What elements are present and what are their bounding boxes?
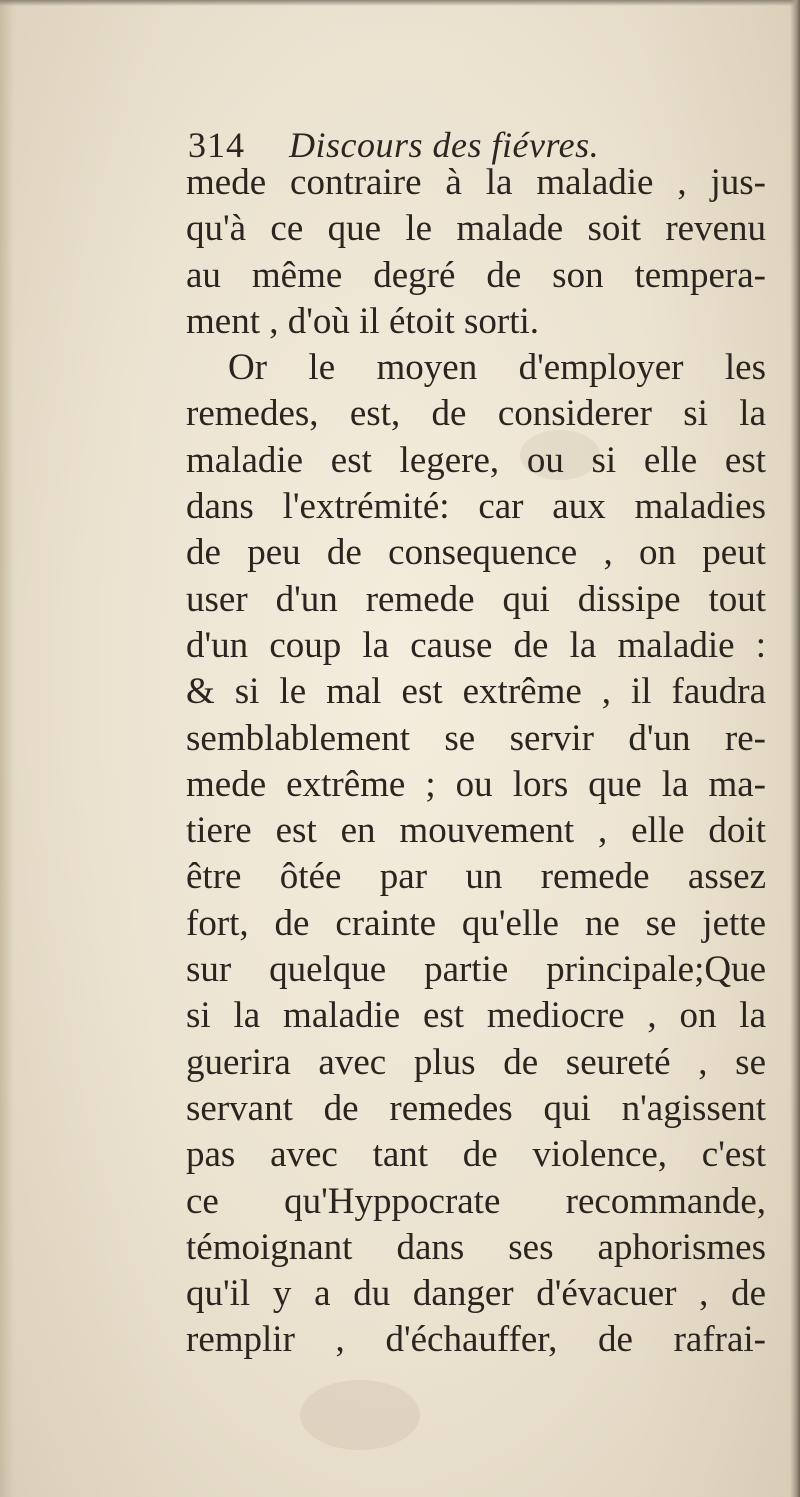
paragraph-start-line: Or le moyen d'employer les	[228, 347, 766, 389]
text-line: user d'un remede qui dissipe tout	[186, 578, 766, 620]
text-line: au même degré de son tempera-	[186, 254, 766, 296]
text-line: servant de remedes qui n'agissent	[186, 1087, 766, 1129]
text-line: tiere est en mouvement , elle doit	[186, 810, 766, 852]
page-top-edge	[0, 0, 800, 6]
text-line: être ôtée par un remede assez	[186, 856, 766, 898]
text-line: de peu de consequence , on peut	[186, 532, 766, 574]
body-text	[186, 160, 766, 1364]
text-line: si la maladie est mediocre , on la	[186, 995, 766, 1037]
text-line: témoignant dans ses aphorismes	[186, 1226, 766, 1268]
text-line: fort, de crainte qu'elle ne se jette	[186, 902, 766, 944]
text-line: & si le mal est extrême , il faudra	[186, 671, 766, 713]
paper-stain	[300, 1380, 420, 1450]
text-line: pas avec tant de violence, c'est	[186, 1134, 766, 1176]
text-line: sur quelque partie principale;Que	[186, 949, 766, 991]
text-line: dans l'extrémité: car aux maladies	[186, 486, 766, 528]
page-number: 314	[188, 125, 245, 165]
text-line: d'un coup la cause de la maladie :	[186, 624, 766, 666]
text-line: mede extrême ; ou lors que la ma-	[186, 763, 766, 805]
text-line: ce qu'Hyppocrate recommande,	[186, 1180, 766, 1222]
text-line: qu'il y a du danger d'évacuer , de	[186, 1273, 766, 1315]
text-line: semblablement se servir d'un re-	[186, 717, 766, 759]
text-line: maladie est legere, ou si elle est	[186, 439, 766, 481]
text-line: qu'à ce que le malade soit revenu	[186, 208, 766, 250]
text-line: guerira avec plus de seureté , se	[186, 1041, 766, 1083]
text-line: remplir , d'échauffer, de rafrai-	[186, 1319, 766, 1361]
text-line: mede contraire à la maladie , jus-	[186, 162, 766, 203]
text-line: remedes, est, de considerer si la	[186, 393, 766, 435]
running-title: Discours des fiévres.	[289, 125, 600, 165]
text-line: ment , d'où il étoit sorti.	[186, 300, 539, 342]
